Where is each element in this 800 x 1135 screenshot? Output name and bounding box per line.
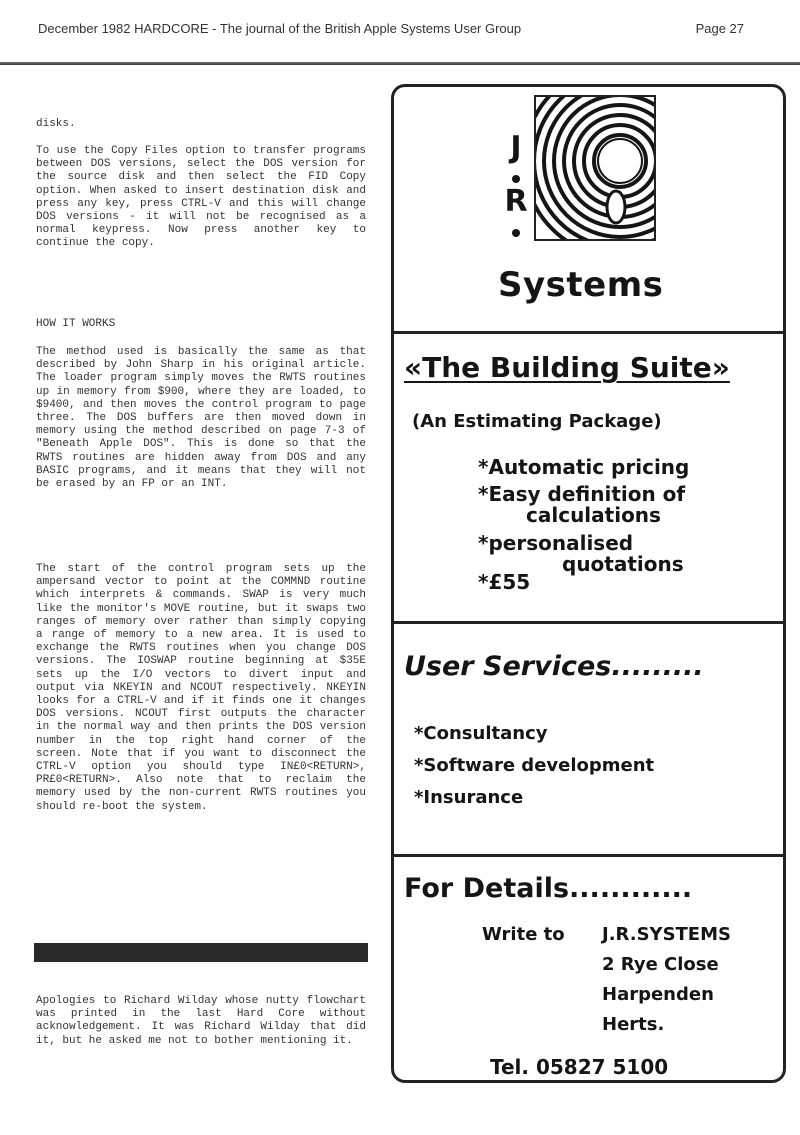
article-paragraph-control	[36, 563, 366, 814]
feature-text-continued: quotations	[562, 552, 684, 576]
article-heading-block	[36, 318, 366, 331]
address-line: Harpenden	[602, 984, 714, 1005]
header-rule	[0, 62, 800, 65]
service-item: *Insurance	[414, 787, 524, 808]
article-paragraph-copy	[36, 145, 366, 251]
address-line: 2 Rye Close	[602, 954, 719, 975]
apology-note	[36, 995, 366, 1048]
address-line: Herts.	[602, 1014, 665, 1035]
service-item: *Software development	[414, 755, 655, 776]
feature-item	[478, 457, 689, 478]
advertisement	[391, 84, 786, 1083]
article-paragraph: To use the Copy Files option to transfer programs between DOS versions, select the DOS version for the source disk and then select the FID Copy option. When asked to insert destination disk and press any key, press CTRL-V and this will change DOS versions - it will not be recognised as a normal keypress. Now press another key to continue the copy.	[36, 145, 366, 250]
logo-dot	[512, 229, 520, 237]
logo-arcs-graphic	[536, 97, 654, 239]
logo-letter-r: R	[504, 184, 528, 219]
ad-divider	[394, 854, 783, 857]
product-title: «The Building Suite»	[404, 351, 730, 384]
write-to-label: Write to	[482, 924, 565, 945]
logo-letter-j: J	[510, 130, 522, 165]
section-heading: HOW IT WORKS	[36, 318, 116, 330]
feature-text: *Easy definition of	[478, 482, 686, 506]
logo-graphic	[534, 95, 656, 241]
price: *£55	[478, 570, 531, 594]
product-subtitle: (An Estimating Package)	[412, 411, 662, 432]
article-paragraph-method	[36, 346, 366, 491]
page-number: Page 27	[695, 21, 744, 36]
ad-divider	[394, 621, 783, 624]
address-line: J.R.SYSTEMS	[602, 924, 731, 945]
journal-header: December 1982 HARDCORE - The journal of the British Apple Systems User Group	[38, 21, 522, 36]
article-fragment	[36, 118, 366, 131]
feature-item	[478, 484, 685, 526]
feature-text-continued: calculations	[526, 503, 661, 527]
feature-item	[478, 533, 684, 575]
service-item: *Consultancy	[414, 723, 548, 744]
separator-bar	[34, 943, 368, 962]
article-paragraph: The method used is basically the same as that described by John Sharp in his original article. The loader program simply moves the RWTS routines up in memory from $900, where they are loaded, to $9400, and then moves the control program to page three. The DOS buffers are then moved down in memory using the method described on page 7-3 of "Beneath Apple DOS". This is done so that the RWTS routines are hidden away from DOS and any BASIC programs, and it means that they will not be erased by an FP or an INT.	[36, 346, 366, 491]
feature-text: *Automatic pricing	[478, 455, 690, 479]
logo-name: Systems	[498, 265, 664, 305]
article-paragraph: The start of the control program sets up the ampersand vector to point at the COMMND routine which interprets & commands. SWAP is very much like the monitor's MOVE routine, but it swaps two ranges of memory over rather than simply copying a range of memory to a new area. It is used to exchange the RWTS routines when you change DOS versions. The IOSWAP routine beginning at $35E sets up the I/O vectors to divert input and output via NKEYIN and NCOUT respectively. NKEYIN looks for a CTRL-V and if it finds one it changes DOS versions. NCOUT first outputs the character in the normal way and then prints the DOS version number in the top right hand corner of the screen. Note that if you want to disconnect the CTRL-V option you should type IN£0<RETURN>, PR£0<RETURN>. Also note that to reclaim the memory used by the non-current RWTS routines you should re-boot the system.	[36, 563, 366, 813]
feature-text: *personalised	[478, 531, 634, 555]
article-paragraph: disks.	[36, 118, 76, 130]
details-heading: For Details............	[404, 873, 693, 904]
ad-divider	[394, 331, 783, 334]
article-paragraph: Apologies to Richard Wilday whose nutty flowchart was printed in the last Hard Core without acknowledgement. It was Richard Wilday that did it, but he asked me not to bother mentioning it.	[36, 995, 366, 1047]
page-header	[38, 21, 758, 41]
logo-dot	[512, 175, 520, 183]
services-heading: User Services.........	[404, 651, 704, 682]
telephone: Tel. 05827 5100	[490, 1055, 669, 1079]
